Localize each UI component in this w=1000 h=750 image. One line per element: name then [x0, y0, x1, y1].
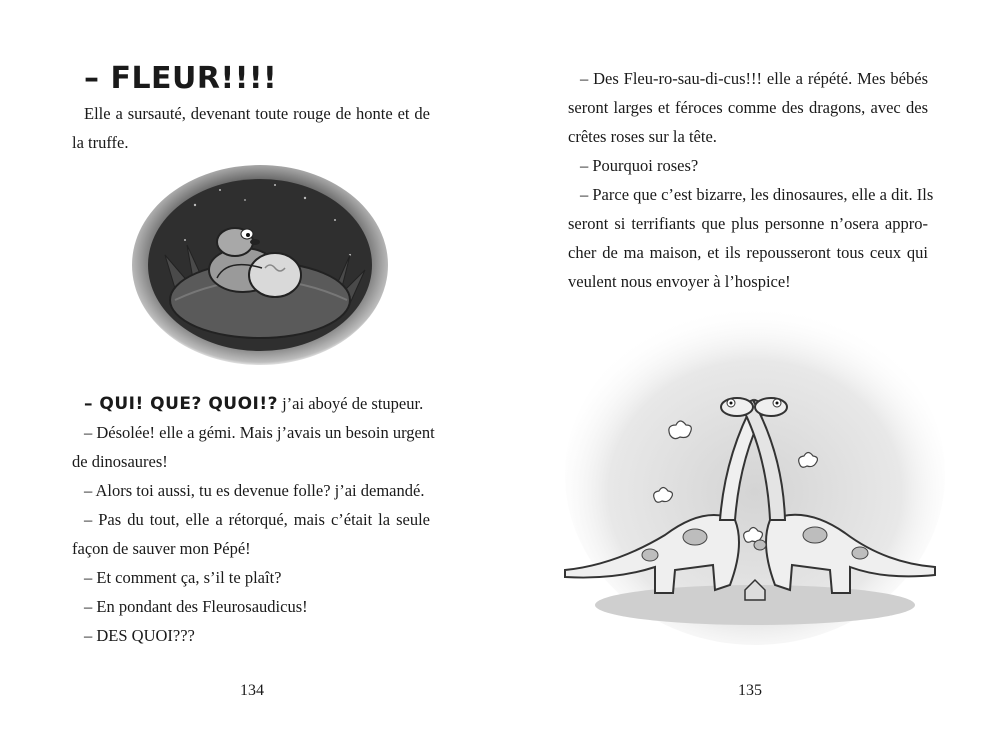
text-line: seront larges et féroces comme des dragons, avec des [568, 98, 928, 117]
right-page [500, 0, 1000, 750]
text-line: la truffe. [72, 133, 129, 152]
exclamation-heading: – FLEUR!!!! [84, 61, 278, 96]
text-line: – Et comment ça, s’il te plaît? [84, 568, 282, 587]
text-line: crêtes roses sur la tête. [568, 127, 717, 146]
shout-rest: j’ai aboyé de stupeur. [277, 394, 424, 413]
dog-nest-illustration [125, 160, 395, 375]
text-line: – Pas du tout, elle a rétorqué, mais c’était la seule [84, 510, 430, 529]
text-line: seront si terrifiants que plus personne n’osera appro- [568, 214, 928, 233]
text-line: – Pourquoi roses? [580, 156, 699, 175]
shout-line [84, 394, 423, 414]
text-line: – Parce que c’est bizarre, les dinosaures, elle a dit. Ils [580, 185, 934, 204]
text-line: – Des Fleu-ro-sau-di-cus!!! elle a répété. Mes bébés [580, 69, 928, 88]
text-line: de dinosaures! [72, 452, 168, 471]
text-line: veulent nous envoyer à l’hospice! [568, 272, 791, 291]
page-number: 134 [240, 682, 264, 699]
text-line: – Alors toi aussi, tu es devenue folle? j’ai demandé. [84, 481, 425, 500]
shout-text: – QUI! QUE? QUOI!? [84, 394, 278, 414]
text-line: – Désolée! elle a gémi. Mais j’avais un besoin urgent [84, 423, 435, 442]
text-line: façon de sauver mon Pépé! [72, 539, 251, 558]
page-number: 135 [738, 682, 762, 699]
text-line: – En pondant des Fleurosaudicus! [84, 597, 308, 616]
text-line: cher de ma maison, et ils repousseront tous ceux qui [568, 243, 928, 262]
dinosaurs-illustration [555, 305, 945, 655]
text-line: – DES QUOI??? [84, 626, 195, 645]
text-line: Elle a sursauté, devenant toute rouge de honte et de [84, 104, 430, 123]
